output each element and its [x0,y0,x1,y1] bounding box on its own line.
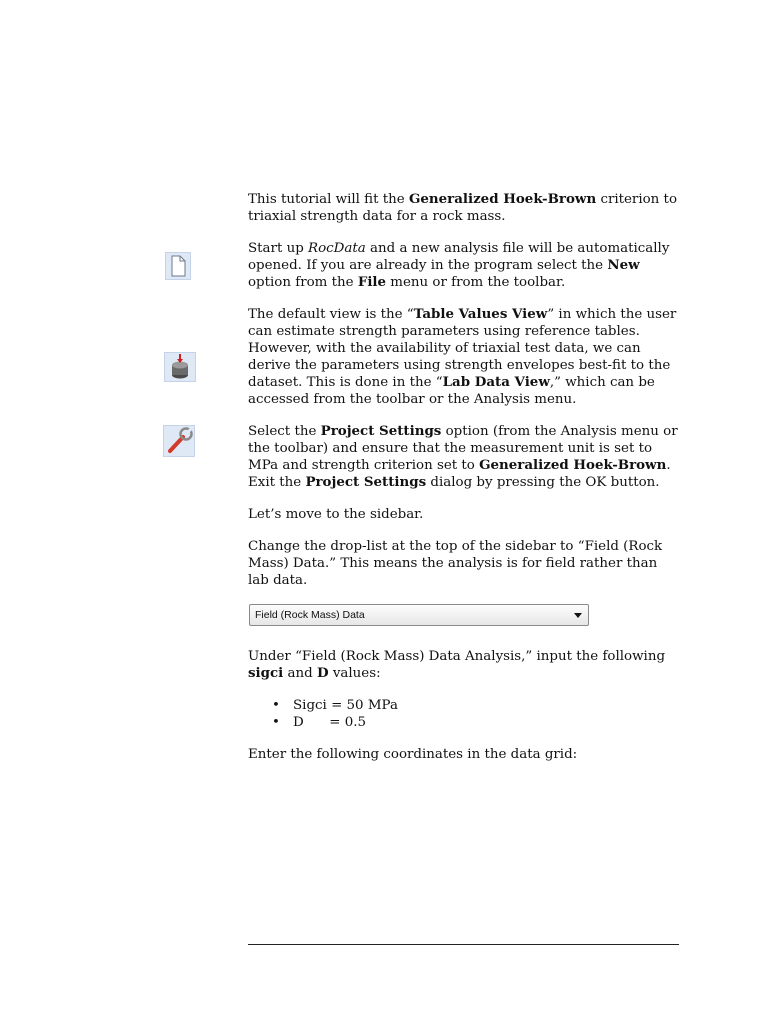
list-item: • D = 0.5 [293,714,680,731]
droplist-paragraph: Change the drop-list at the top of the sidebar to “Field (Rock Mass) Data.” This means the analysis is for field rather than lab data. [248,539,663,588]
default-view-paragraph: The default view is the “Table Values View” in which the user can estimate strength parameters using reference tables. However, with the availability of triaxial test data, we can derive the parameters using strength envelopes best-fit to the dataset. This is done in the “Lab Data View,” which can be accessed from the toolbar or the Analysis menu. [248,306,677,407]
new-file-icon [165,252,191,280]
sidebar-paragraph: Let’s move to the sidebar. [248,507,424,522]
project-settings-paragraph: Select the Project Settings option (from the Analysis menu or the toolbar) and ensure that the measurement unit is set to MPa and strength criterion set to Generalized Hoek-Brown. Exit the Project Settings dialog by pressing the OK button. [248,423,678,490]
project-settings-icon [163,425,195,457]
field-data-paragraph: Under “Field (Rock Mass) Data Analysis,” input the following sigci and D values: [248,649,666,681]
parameter-list [248,697,680,731]
list-item: • Sigci = 50 MPa [293,697,680,714]
chevron-down-icon[interactable] [574,613,582,618]
lab-data-view-icon [164,352,196,382]
tutorial-content [248,191,680,778]
startup-paragraph: Start up RocData and a new analysis file will be automatically opened. If you are already in the program select the New option from the File menu or from the toolbar. [248,241,670,290]
data-grid-paragraph: Enter the following coordinates in the data grid: [248,747,578,762]
intro-paragraph: This tutorial will fit the Generalized Hoek-Brown criterion to triaxial strength data for a rock mass. [248,191,678,224]
dropdown-selected-value: Field (Rock Mass) Data [255,609,365,621]
data-type-dropdown[interactable] [249,604,589,626]
footer-divider [248,944,679,945]
